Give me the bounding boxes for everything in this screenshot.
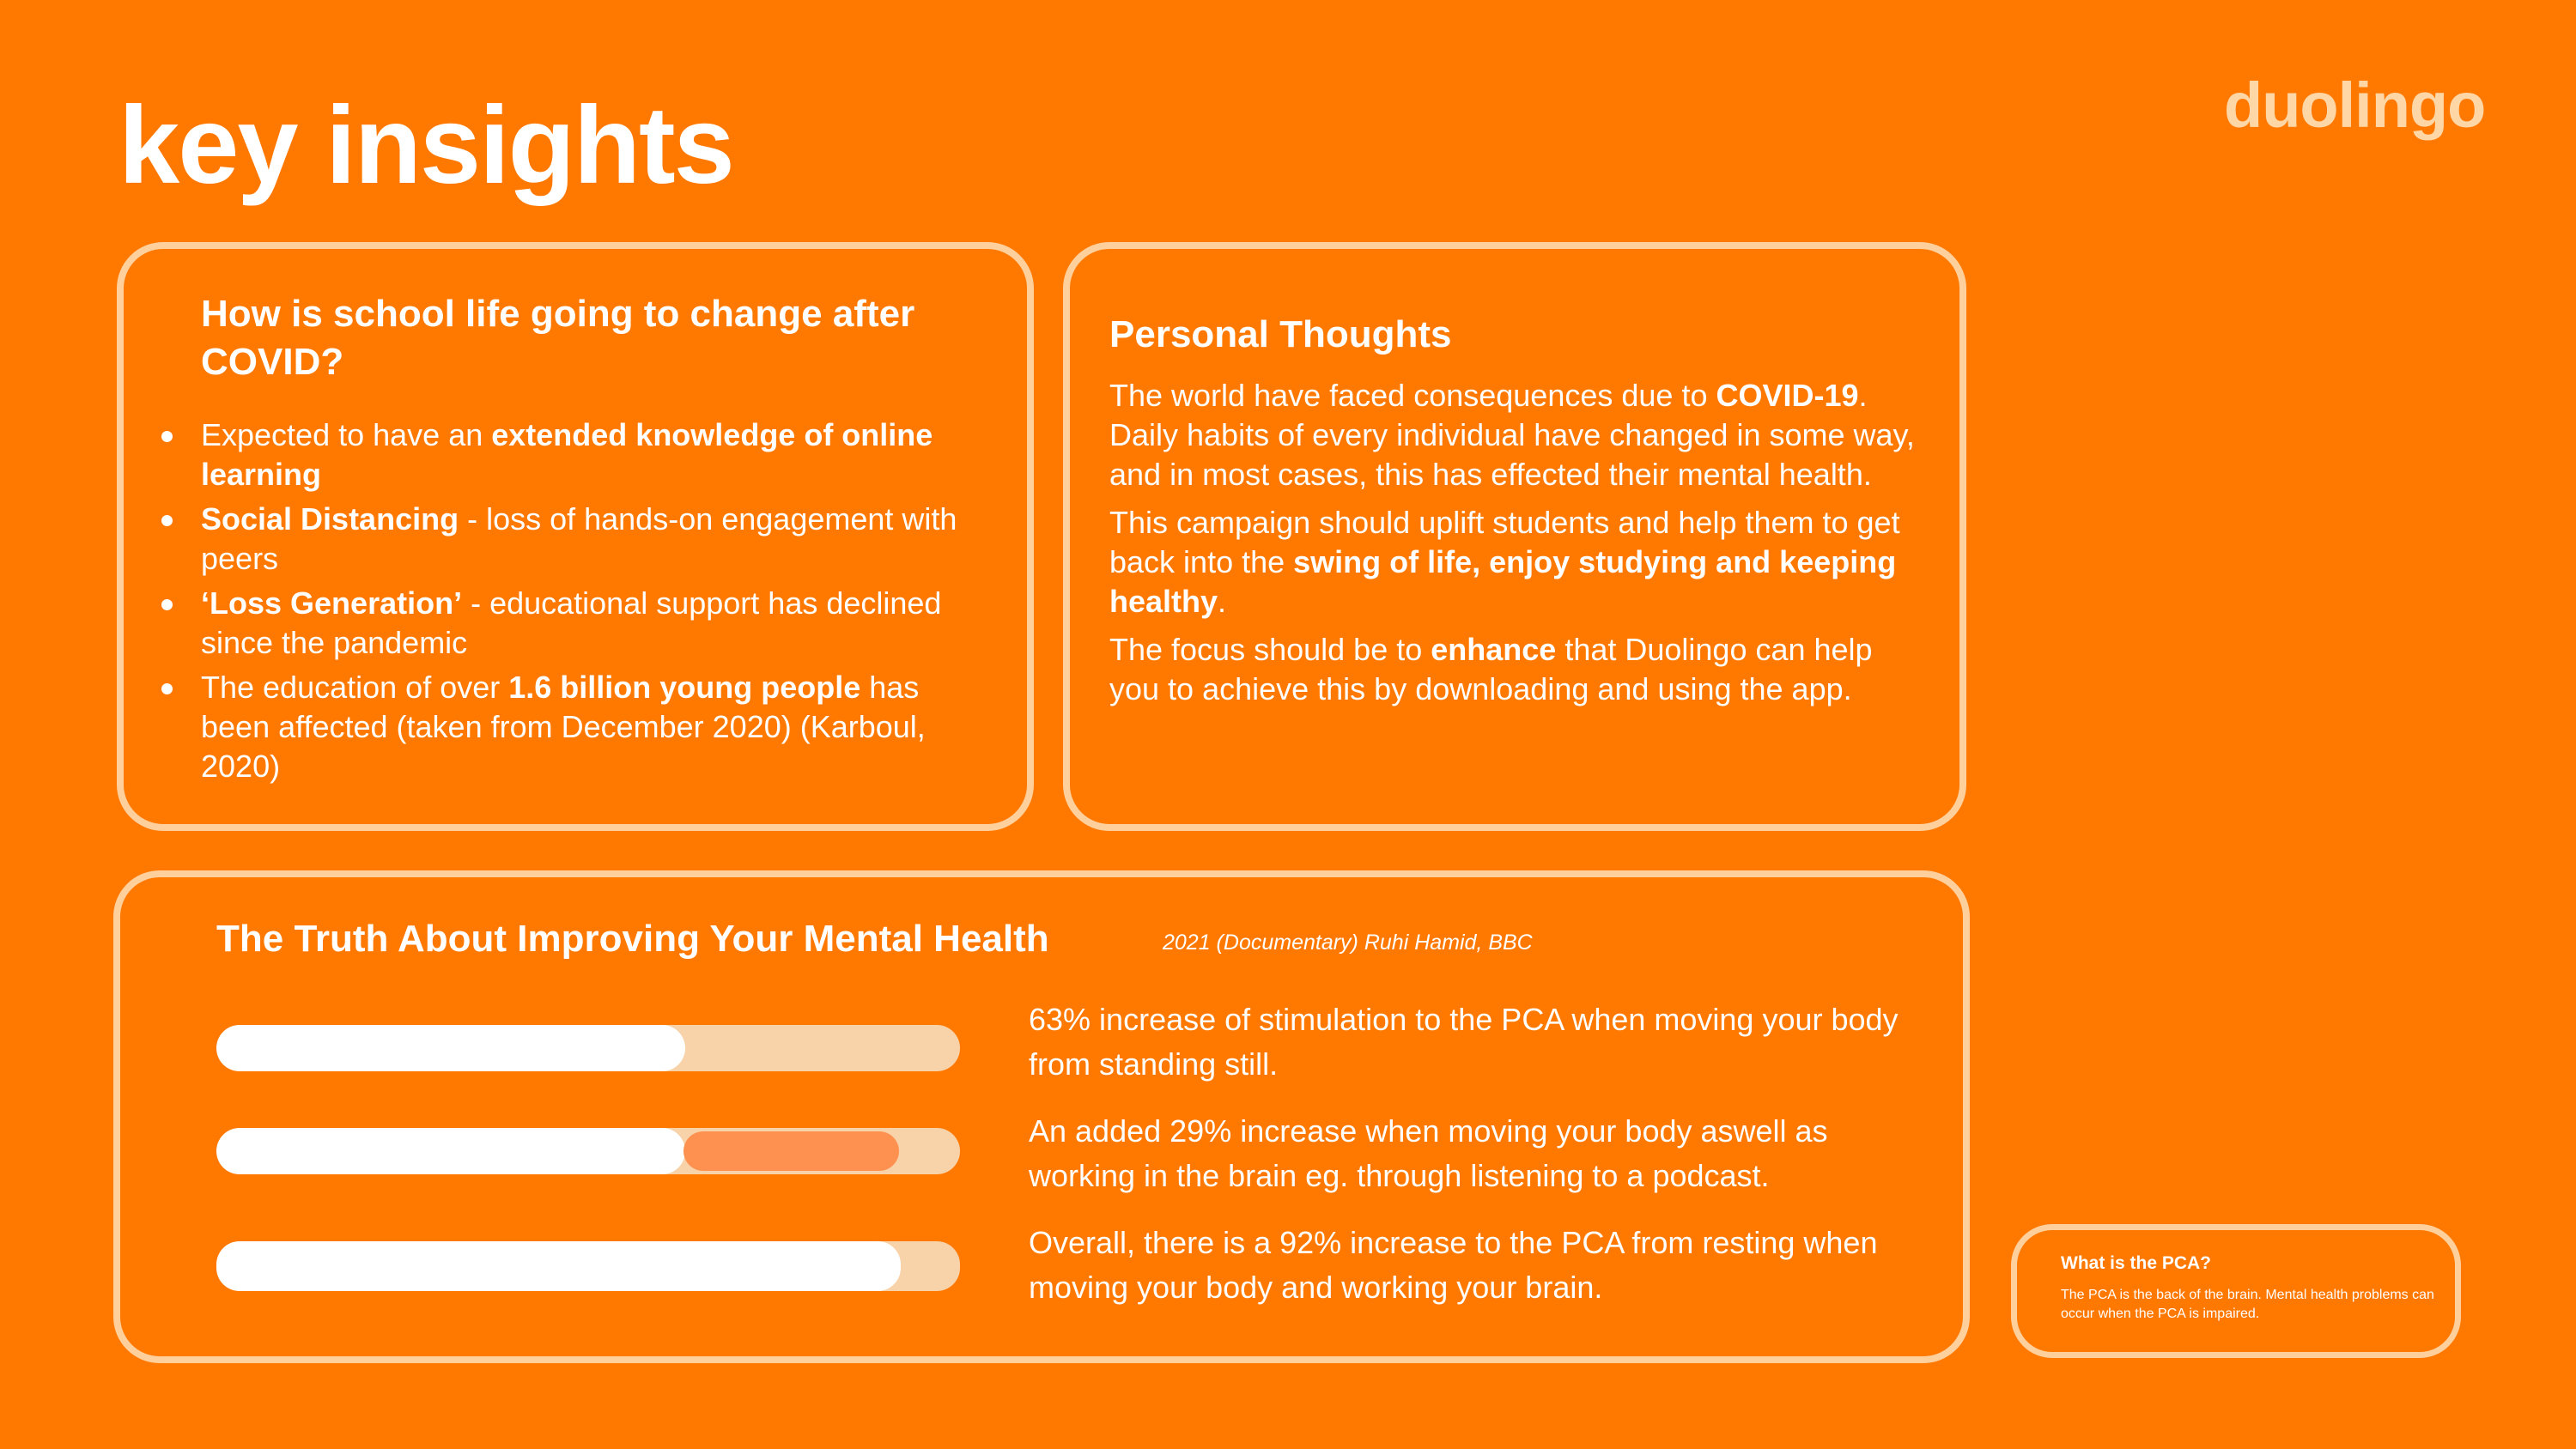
stat-text-1: 63% increase of stimulation to the PCA when moving your body from standing still. (1029, 1002, 1899, 1082)
thoughts-paragraph-1: The world have faced consequences due to COVID-19. Daily habits of every individual have changed in some way, and in most cases, this has effected their mental health. (1109, 378, 1915, 492)
progress-fill (216, 1128, 685, 1174)
school-life-bullets (155, 415, 996, 791)
stat-text-3: Overall, there is a 92% increase to the PCA from resting when moving your body and working your brain. (1029, 1225, 1878, 1305)
personal-thoughts-text (1109, 376, 1917, 718)
progress-fill (216, 1025, 685, 1071)
bullet-item: The education of over 1.6 billion young people has been affected (taken from December 2020) (Karboul, 2020) (155, 668, 996, 786)
thoughts-paragraph-2: This campaign should uplift students and help them to get back into the swing of life, enjoy studying and keeping healthy. (1109, 505, 1900, 619)
pca-info-title: What is the PCA? (2061, 1253, 2212, 1273)
bullet-item: ‘Loss Generation’ - educational support has declined since the pandemic (155, 584, 996, 663)
school-life-heading: How is school life going to change after COVID? (201, 293, 915, 383)
progress-extra (683, 1131, 899, 1171)
duolingo-logo: duolingo (2224, 70, 2486, 141)
page-title: key insights (118, 84, 733, 207)
thoughts-paragraph-3: The focus should be to enhance that Duolingo can help you to achieve this by downloading and using the app. (1109, 632, 1873, 706)
personal-thoughts-heading: Personal Thoughts (1109, 313, 1452, 355)
progress-bar-2 (216, 1128, 960, 1174)
mental-health-source: 2021 (Documentary) Ruhi Hamid, BBC (1163, 931, 1533, 955)
progress-bar-3 (216, 1241, 960, 1291)
stat-text-2: An added 29% increase when moving your body aswell as working in the brain eg. through listening to a podcast. (1029, 1113, 1828, 1193)
progress-bar-1 (216, 1025, 960, 1071)
bullet-item: Expected to have an extended knowledge of online learning (155, 415, 996, 494)
bullet-item: Social Distancing - loss of hands-on engagement with peers (155, 500, 996, 579)
mental-health-heading: The Truth About Improving Your Mental Health (216, 918, 1049, 960)
progress-fill (216, 1241, 901, 1291)
pca-info-text: The PCA is the back of the brain. Mental health problems can occur when the PCA is impaired. (2061, 1288, 2434, 1321)
